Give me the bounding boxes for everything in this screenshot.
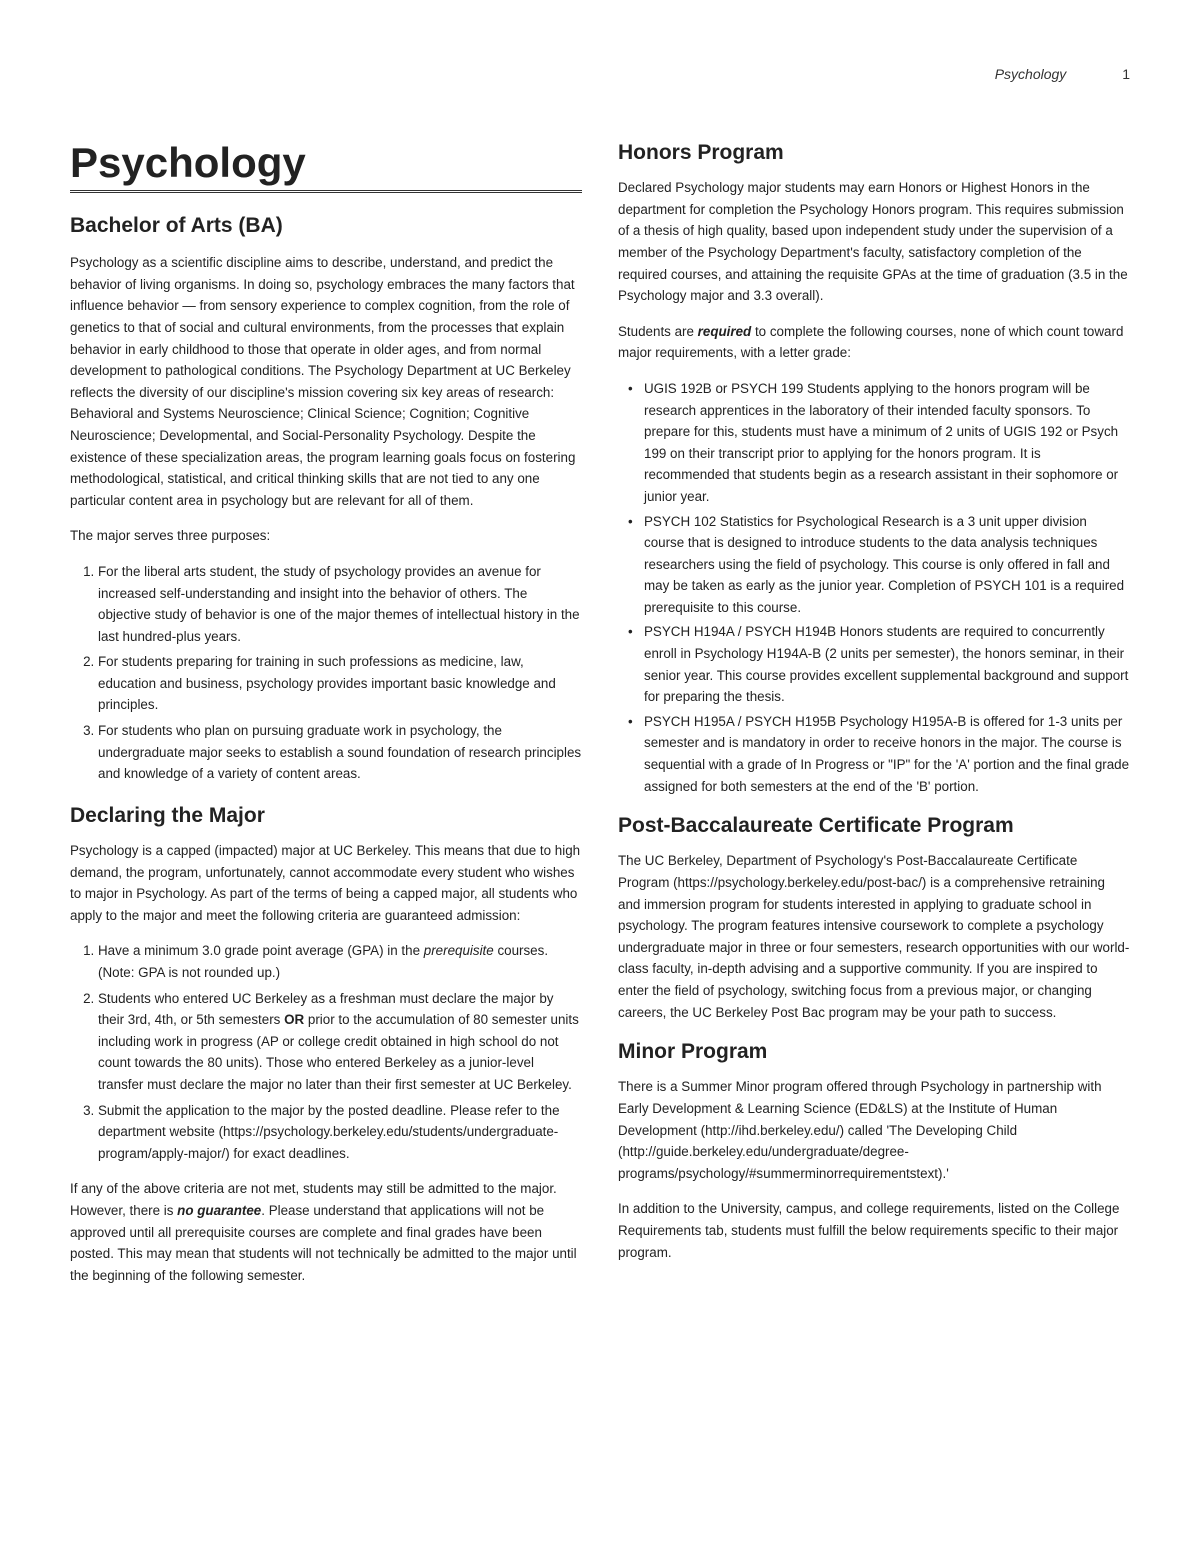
list-item: 2. For students preparing for training in such professions as medicine, law, education and business, psychology provides important basic knowledge and principles. (98, 651, 582, 716)
list-item: 3. For students who plan on pursuing graduate work in psychology, the undergraduate major seeks to establish a sound foundation of research principles and knowledge of a variety of content areas. (98, 720, 582, 785)
bullet-icon: • (628, 513, 633, 529)
requirements-text: In addition to the University, campus, and college requirements, listed on the College Requirements tab, students must fulfill the below requirements specific to their major program. (618, 1201, 1120, 1260)
course-text: UGIS 192B or PSYCH 199 Students applying to the honors program will be research apprentices in the laboratory of their intended faculty sponsors. To prepare for this, students must have a minimum of 2 units of UGIS 192 or Psych 199 on their transcript prior to applying for the honors program. It is recommended that students begin as a research assistant in their sophomore or junior year. (644, 380, 1119, 504)
running-head (995, 66, 1130, 82)
honors-courses-list (618, 378, 1130, 797)
criteria-2-text-end: prior to the accumulation of 80 semester units including work in progress (AP or college credit obtained in high school do not count towards the 80 units). Those who entered Berkeley as a junior-level transfer must declare the major no later than their first semester at UC Berkeley. (98, 1012, 579, 1092)
list-item (628, 511, 1130, 619)
required-emphasis: required (697, 323, 752, 339)
left-column (70, 140, 582, 1300)
purposes-list (70, 561, 582, 785)
list-item: 1. For the liberal arts student, the study of psychology provides an avenue for increased self-understanding and insight into the behavior of others. The objective study of behavior is one of the major themes of intellectual history in the last hundred-plus years. (98, 561, 582, 647)
list-item (628, 621, 1130, 707)
minor-text: There is a Summer Minor program offered through Psychology in partnership with Early Development & Learning Science (ED&LS) at the Institute of Human Development (http://ihd.berkeley.edu/) called 'The Developing Child (http://guide.berkeley.edu/undergraduate/degree-programs/psychology/#summerminorrequirementstext).' (618, 1079, 1102, 1181)
list-item (628, 378, 1130, 508)
postbac-text: The UC Berkeley, Department of Psychology's Post-Baccalaureate Certificate Program (https://psychology.berkeley.edu/post-bac/) is a comprehensive retraining and immersion program for students interested in applying to graduate school in psychology. The program features intensive coursework to complete a psychology undergraduate major in three or four semesters, research opportunities with our world-class faculty, in-depth advising and a supportive community. If you are inspired to enter the field of psychology, switching focus from a previous major, or changing careers, the UC Berkeley Post Bac program may be your path to success. (618, 853, 1130, 1020)
list-item (628, 711, 1130, 797)
page-number: 1 (1122, 66, 1130, 82)
admission-note-text-end: . Please understand that applications will not be approved until all prerequisite courses are complete and final grades have been posted. This may mean that students will not technically be admitted to the major until the beginning of the following semester. (70, 1202, 577, 1283)
no-guarantee-emphasis: no guarantee (177, 1202, 262, 1218)
admission-note (70, 1178, 582, 1286)
required-courses-intro (618, 321, 1130, 364)
right-column (618, 140, 1130, 1277)
postbac-heading: Post-Baccalaureate Certificate Program (618, 814, 1014, 838)
list-item: 3. Submit the application to the major by the posted deadline. Please refer to the department website (https://psychology.berkeley.edu/students/undergraduate-program/apply-major/) for exact deadlines. (98, 1100, 582, 1165)
course-text: PSYCH 102 Statistics for Psychological Research is a 3 unit upper division course that is designed to introduce students to the data analysis techniques researchers using the field of psychology. This course is only offered in fall and may be taken as early as the junior year. Completion of PSYCH 101 is a required prerequisite to this course. (644, 513, 1125, 615)
bullet-icon: • (628, 624, 633, 640)
bullet-icon: • (628, 380, 633, 396)
criteria-list (70, 940, 582, 1164)
criteria-2-text: Students who entered UC Berkeley as a freshman must declare the major by their 3rd, 4th, or 5th semesters (98, 990, 554, 1028)
list-item (98, 940, 582, 983)
criteria-1-text: Have a minimum 3.0 grade point average (GPA) in the (98, 943, 424, 959)
ba-intro: Psychology as a scientific discipline aims to describe, understand, and predict the behavior of living organisms. In doing so, psychology embraces the many factors that influence behavior — from sensory experience to complex cognition, from the role of genetics to that of social and cultural environments, from the processes that explain behavior in early childhood to those that operate in older ages, and from normal development to pathological conditions. The Psychology Department at UC Berkeley reflects the diversity of our discipline's mission covering six key areas of research: Behavioral and Systems Neuroscience; Clinical Science; Cognition; Cognitive Neuroscience; Developmental, and Social-Personality Psychology. Despite the existence of these specialization areas, the program learning goals focus on fostering methodological, statistical, and critical thinking skills that are not tied to any one particular content area in psychology but are relevant for all of them. (70, 255, 576, 508)
purposes-intro: The major serves three purposes: (70, 528, 271, 544)
bullet-icon: • (628, 713, 633, 729)
honors-intro: Declared Psychology major students may earn Honors or Highest Honors in the department for completion the Psychology Honors program. This requires submission of a thesis of high quality, based upon independent study under the supervision of a member of the Psychology Department's faculty, satisfactory completion of the required courses, and attaining the requisite GPAs at the time of graduation (3.5 in the Psychology major and 3.3 overall). (618, 180, 1128, 304)
ba-heading: Bachelor of Arts (BA) (70, 214, 283, 237)
honors-heading: Honors Program (618, 141, 784, 164)
required-text: Students are (618, 323, 698, 339)
course-text: PSYCH H194A / PSYCH H194B Honors students are required to concurrently enroll in Psychology H194A-B (2 units per semester), the honors seminar, in their senior year. This course provides excellent supplemental background and support for preparing the thesis. (644, 624, 1129, 705)
or-emphasis: OR (284, 1012, 305, 1028)
prerequisite-emphasis: prerequisite (423, 943, 494, 959)
required-text-end: to complete the following courses, none of which count toward major requirements, with a letter grade: (618, 323, 1124, 361)
admission-note-text: If any of the above criteria are not met, students may still be admitted to the major. However, there is (70, 1181, 557, 1218)
running-head-title: Psychology (994, 66, 1067, 82)
criteria-1-text-end: courses. (Note: GPA is not rounded up.) (98, 943, 549, 980)
course-text: PSYCH H195A / PSYCH H195B Psychology H195A-B is offered for 1-3 units per semester and is mandatory in order to receive honors in the major. The course is sequential with a grade of In Progress or "IP" for the 'A' portion and the final grade assigned for both semesters at the end of the 'B' portion. (644, 713, 1130, 794)
minor-heading: Minor Program (618, 1040, 768, 1064)
document-title: Psychology (70, 140, 582, 193)
list-item (98, 988, 582, 1096)
declaring-intro: Psychology is a capped (impacted) major at UC Berkeley. This means that due to high demand, the program, unfortunately, cannot accommodate every student who wishes to major in Psychology. As part of the terms of being a capped major, all students who apply to the major and meet the following criteria are guaranteed admission: (70, 843, 581, 923)
declaring-heading: Declaring the Major (70, 803, 265, 827)
